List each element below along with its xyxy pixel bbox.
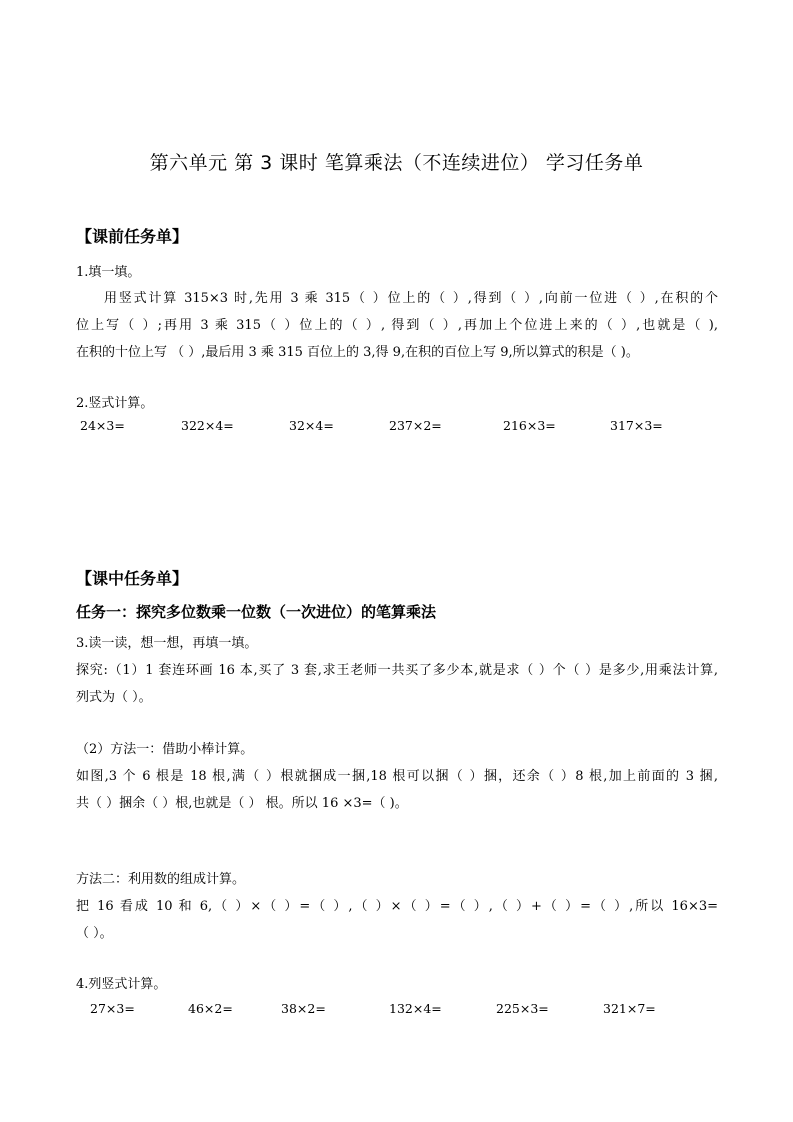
q3-label: 3.读一读，想一想，再填一填。 (76, 636, 258, 651)
method1-line-1: 如图,3 个 6 根是 18 根,满（ ）根就捆成一捆,18 根可以捆（ ）捆，还余（ ）8 根,加上前面的 3 捆, (76, 769, 718, 784)
q1-line-2: 位上写（ ）;再用 3 乘 315（ ）位上的（ ）, 得到（ ）,再加上个位进上来的（ ）,也就是（ ), (76, 318, 718, 333)
q4-exercise-4: 132×4= (389, 1001, 442, 1016)
q3-explore-line-2: 列式为（ ）。 (76, 690, 152, 705)
q4-exercise-3: 38×2= (281, 1001, 326, 1016)
q4-exercise-2: 46×2= (188, 1001, 233, 1016)
q2-label: 2.竖式计算。 (76, 396, 154, 411)
method2-line-1: 把 16 看成 10 和 6,（ ）×（ ）=（ ）,（ ）×（ ）=（ ）,（ ）+（ ）=（ ）,所以 16×3= (76, 899, 718, 914)
q2-exercise-2: 322×4= (181, 418, 234, 433)
q3-explore-line-1: 探究:（1）1 套连环画 16 本,买了 3 套,求王老师一共买了多少本,就是求（ ）个（ ）是多少,用乘法计算, (76, 663, 718, 678)
in-class-heading: 【课中任务单】 (76, 569, 189, 588)
task1-heading: 任务一：探究多位数乘一位数（一次进位）的笔算乘法 (76, 603, 437, 621)
q2-exercise-6: 317×3= (610, 418, 663, 433)
q2-exercise-1: 24×3= (80, 418, 125, 433)
method1-label: （2）方法一：借助小棒计算。 (76, 742, 254, 757)
page-title: 第六单元 第 3 课时 笔算乘法（不连续进位） 学习任务单 (149, 152, 644, 174)
method2-line-2: （ ）。 (76, 926, 113, 941)
q4-label: 4.列竖式计算。 (76, 977, 167, 992)
method1-line-2: 共（ ）捆余（ ）根,也就是（ ） 根。所以 16 ×3=（ )。 (76, 796, 408, 811)
q1-line-1: 用竖式计算 315×3 时,先用 3 乘 315（ ）位上的（ ）,得到（ ）,向前一位进（ ）,在积的个 (104, 291, 718, 306)
q2-exercise-3: 32×4= (289, 418, 334, 433)
q4-exercise-6: 321×7= (603, 1001, 656, 1016)
q2-exercise-5: 216×3= (503, 418, 556, 433)
q1-label: 1.填一填。 (76, 265, 141, 280)
q1-line-3: 在积的十位上写 （ ）,最后用 3 乘 315 百位上的 3,得 9,在积的百位上写 9,所以算式的积是（ )。 (76, 345, 639, 360)
pre-class-heading: 【课前任务单】 (76, 227, 189, 246)
q2-exercise-4: 237×2= (389, 418, 442, 433)
q4-exercise-5: 225×3= (496, 1001, 549, 1016)
q4-exercise-1: 27×3= (90, 1001, 135, 1016)
method2-label: 方法二：利用数的组成计算。 (76, 872, 246, 887)
